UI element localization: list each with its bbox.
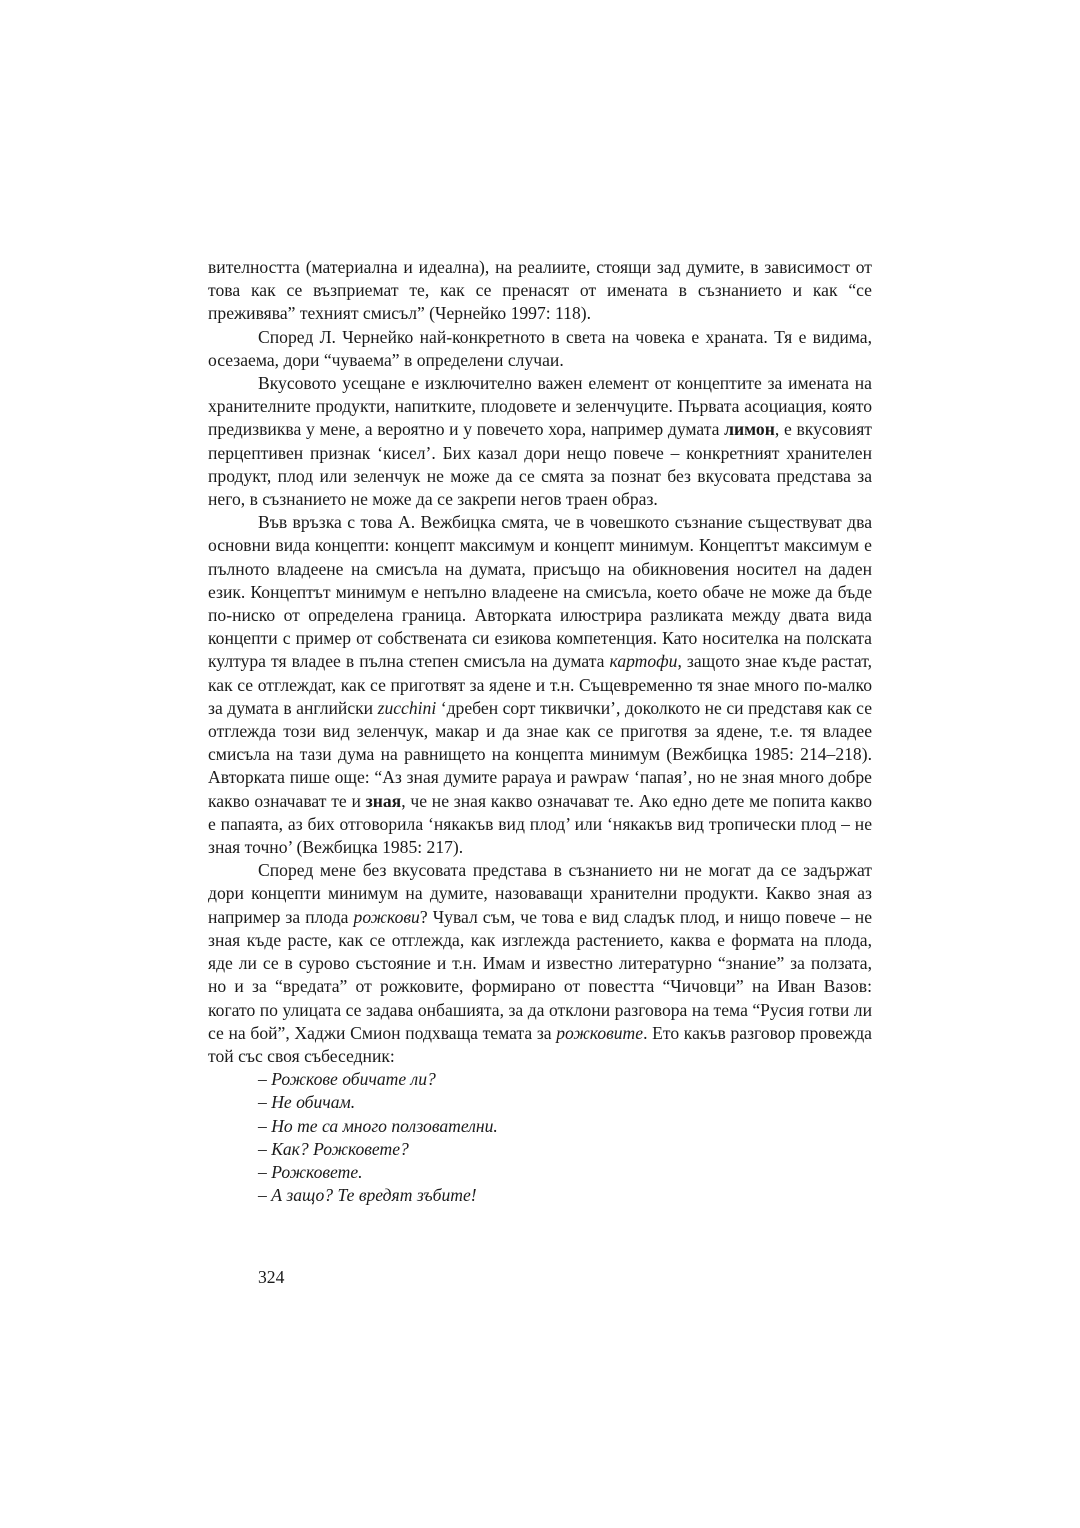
dialogue-block — [208, 1068, 872, 1207]
dialogue-text: Рожковете. — [271, 1161, 363, 1182]
italic-term-rozhkovite: рожковите — [556, 1022, 644, 1043]
text-segment: . Ето какъв разговор провежда той със своя събеседник: — [208, 1022, 872, 1066]
page-number: 324 — [258, 1267, 285, 1287]
text-segment: Вкусовото усещане е изключително важен елемент от концептите за имената на хранителните продукти, напитките, плодовете и зеленчуците. Първата асоциация, която предизвиква у мене, а вероятно и у повечето хора, например думата — [208, 373, 872, 440]
paragraph-taste-sensation — [208, 372, 872, 511]
paragraph-carob-example — [208, 859, 872, 1068]
dialogue-text: Не обичам. — [271, 1092, 356, 1113]
bold-term-limon: лимон — [724, 419, 775, 440]
bold-term-znaya: зная — [365, 790, 402, 811]
main-text-block — [208, 256, 872, 1207]
dialogue-dash: – — [258, 1069, 272, 1090]
text-segment: ? Чувал съм, че това е вид сладък плод, и нищо повече – не зная къде расте, как се отглежда, как изглежда растението, каква е формата на плода, яде ли се в сурово състояние и т.н. Имам и известно литературно “знание” за ползата, но и за “вредата” от рожковите, формирано от повестта “Чичовци” на Иван Вазов: когато по улицата се задава онбашията, за да отклони разговора на тема “Русия готви ли се на бой”, Хаджи Смион подхваща темата за — [208, 906, 873, 1043]
paragraph-wierzbicka-concepts — [208, 511, 872, 859]
paragraph-chernejko-food: Според Л. Чернейко най-конкретното в света на човека е храната. Тя е видима, осезаема, дори “чуваема” в определени случаи. — [208, 326, 872, 370]
text-segment: , че не зная какво означават те. Ако едно дете ме попита какво е папаята, аз бих отговорила ‘някакъв вид плод’ или ‘някакъв вид тропически плод – не зная точно’ (Вежбицка 1985: 217). — [208, 790, 872, 858]
dialogue-line — [208, 1068, 872, 1091]
dialogue-text: Как? Рожковете? — [271, 1138, 409, 1159]
dialogue-dash: – — [258, 1092, 272, 1113]
dialogue-text: А защо? Те вредят зъбите! — [271, 1185, 477, 1206]
italic-term-rozhkovi: рожкови — [353, 906, 420, 927]
text-segment: , е вкусовият перцептивен признак ‘кисел’. Бих казал дори нещо повече – конкретният хранителен продукт, плод или зеленчук не може да се смята за познат без вкусовата представа за него, в съзнанието не може да се закрепи негов траен образ. — [208, 419, 872, 510]
dialogue-dash: – — [258, 1115, 272, 1136]
dialogue-line — [208, 1184, 872, 1207]
dialogue-dash: – — [258, 1185, 272, 1206]
dialogue-line — [208, 1161, 872, 1184]
dialogue-dash: – — [258, 1138, 272, 1159]
text-segment: , защото знае къде растат, как се отглеждат, как се приготвят за ядене и т.н. Същевременно тя знае много по-малко за думата в английски — [208, 651, 872, 718]
dialogue-line — [208, 1115, 872, 1138]
dialogue-line — [208, 1138, 872, 1161]
text-segment: Според мене без вкусовата представа в съзнанието ни не могат да се задържат дори концепти минимум на думите, назоваващи хранителни продукти. Какво зная аз например за плода — [208, 860, 872, 927]
italic-term-zucchini: zucchini — [377, 697, 437, 718]
dialogue-dash: – — [258, 1161, 272, 1182]
dialogue-text: Но те са много ползователни. — [271, 1115, 498, 1136]
dialogue-text: Рожкове обичате ли? — [271, 1069, 436, 1090]
paragraph-continuation: вителността (материална и идеална), на реалиите, стоящи зад думите, в зависимост от това как се възприемат те, как се пренасят от имената в съзнанието и как “се преживява” техният смисъл” (Чернейко 1997: 118). — [208, 257, 872, 324]
italic-term-kartofi: картофи — [609, 651, 678, 672]
text-segment: Във връзка с това А. Вежбицка смята, че в човешкото съзнание съществуват два основни вида концепти: концепт максимум и концепт минимум. Концептът максимум е пълното владеене на смисъла на думата, присъщо на обикновения носител на даден език. Концептът минимум е непълно владеене на смисъла, което обаче не може да бъде по-ниско от определена граница. Авторката илюстрира разликата между двата вида концепти с пример от собствената си езикова компетенция. Като носителка на полската култура тя владее в пълна степен смисъла на думата — [208, 512, 872, 672]
text-segment: ‘дребен сорт тиквички’, доколкото не си представя как се отглежда този вид зеленчук, макар и да знае как се приготвя за ядене, т.е. тя владее смисъла на тази дума на равнището на концепта минимум (Вежбицка 1985: 214–218). Авторката пише още: “Аз зная думите papaya и pawpaw ‘папая’, но не зная много добре какво означават те и — [208, 697, 872, 811]
dialogue-line — [208, 1091, 872, 1114]
